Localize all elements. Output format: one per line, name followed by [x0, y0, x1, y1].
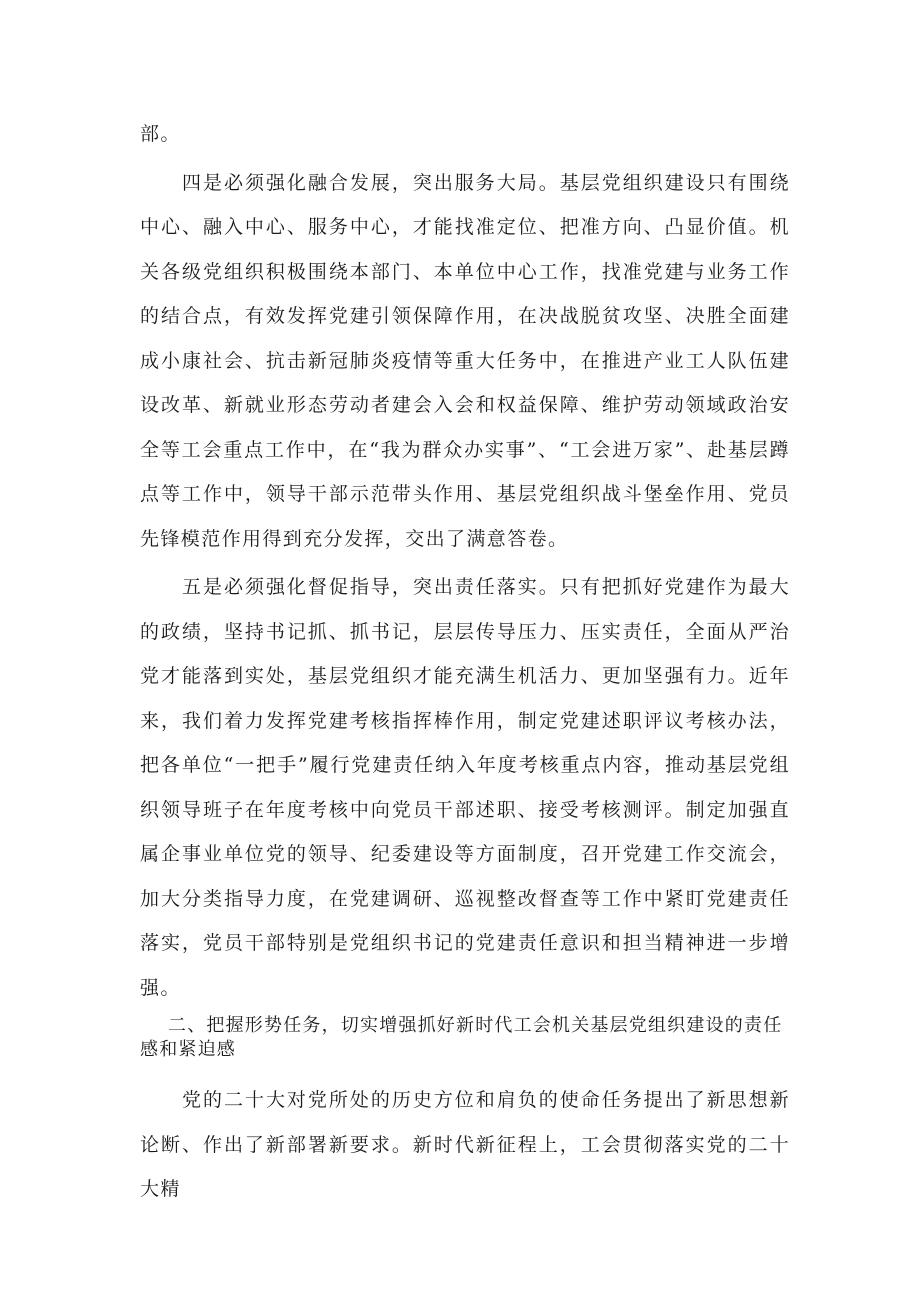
paragraph-four: 四是必须强化融合发展，突出服务大局。基层党组织建设只有围绕中心、融入中心、服务中心，才能找准定位、把准方向、凸显价值。机关各级党组织积极围绕本部门、本单位中心工作，找准党建与业务工作的结合点，有效发挥党建引领保障作用，在决战脱贫攻坚、决胜全面建成小康社会、抗击新冠肺炎疫情等重大任务中，在推进产业工人队伍建设改革、新就业形态劳动者建会入会和权益保障、维护劳动领域政治安全等工会重点工作中，在“我为群众办实事”、“工会进万家”、赴基层蹲点等工作中，领导干部示范带头作用、基层党组织战斗堡垒作用、党员先锋模范作用得到充分发挥，交出了满意答卷。 [140, 171, 790, 550]
document-page [140, 112, 790, 1212]
paragraph-intro: 党的二十大对党所处的历史方位和肩负的使命任务提出了新思想新论断、作出了新部署新要求。新时代新征程上，工会贯彻落实党的二十大精 [140, 1089, 790, 1200]
paragraph-five: 五是必须强化督促指导，突出责任落实。只有把抓好党建作为最大的政绩，坚持书记抓、抓书记，层层传导压力、压实责任，全面从严治党才能落到实处，基层党组织才能充满生机活力、更加坚强有力。近年来，我们着力发挥党建考核指挥棒作用，制定党建述职评议考核办法，把各单位“一把手”履行党建责任纳入年度考核重点内容，推动基层党组织领导班子在年度考核中向党员干部述职、接受考核测评。制定加强直属企事业单位党的领导、纪委建设等方面制度，召开党建工作交流会，加大分类指导力度，在党建调研、巡视整改督查等工作中紧盯党建责任落实，党员干部特别是党组织书记的党建责任意识和担当精神进一步增强。 [140, 576, 790, 999]
section-heading: 二、把握形势任务，切实增强抓好新时代工会机关基层党组织建设的责任感和紧迫感 [140, 1015, 783, 1060]
continuation-text: 部。 [140, 123, 181, 145]
